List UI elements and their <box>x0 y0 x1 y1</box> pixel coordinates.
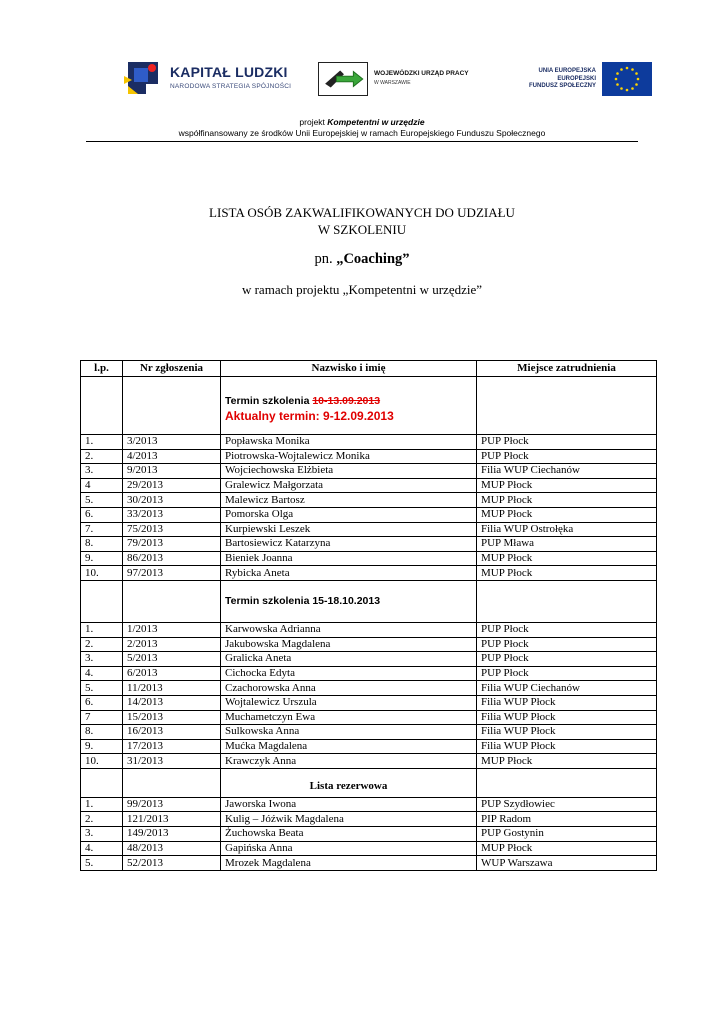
section1-term-cell <box>221 377 477 435</box>
cell-name: Muchametczyn Ewa <box>221 710 477 725</box>
cell-nr: 6/2013 <box>123 666 221 681</box>
section3-header-row <box>81 768 657 797</box>
cell-lp: 6. <box>81 695 123 710</box>
project-line <box>0 117 724 128</box>
cell-workplace: MUP Płock <box>477 551 657 566</box>
cell-lp: 3. <box>81 464 123 479</box>
wup-arrow-icon <box>318 62 368 96</box>
table-row <box>81 622 657 637</box>
cell-workplace: PUP Gostynin <box>477 827 657 842</box>
cell-workplace: PUP Płock <box>477 666 657 681</box>
table-row <box>81 449 657 464</box>
table-row <box>81 827 657 842</box>
cell-workplace: Filia WUP Płock <box>477 725 657 740</box>
cell-lp: 7. <box>81 522 123 537</box>
table-row <box>81 725 657 740</box>
header-divider <box>86 141 638 142</box>
cell-nr: 14/2013 <box>123 695 221 710</box>
kapital-ludzki-subtitle: NARODOWA STRATEGIA SPÓJNOŚCI <box>170 83 292 90</box>
cell-workplace: Filia WUP Płock <box>477 695 657 710</box>
section-cell <box>477 768 657 797</box>
cell-lp: 2. <box>81 449 123 464</box>
cell-lp: 3. <box>81 827 123 842</box>
cell-workplace: MUP Płock <box>477 566 657 581</box>
cell-nr: 17/2013 <box>123 739 221 754</box>
cell-nr: 4/2013 <box>123 449 221 464</box>
cell-workplace: MUP Płock <box>477 841 657 856</box>
cell-name: Jakubowska Magdalena <box>221 637 477 652</box>
project-name: Kompetentni w urzędzie <box>327 117 425 127</box>
section-cell <box>477 580 657 622</box>
cell-nr: 31/2013 <box>123 754 221 769</box>
section1-term-prefix: Termin szkolenia <box>225 394 313 407</box>
cell-name: Rybicka Aneta <box>221 566 477 581</box>
header-workplace: Miejsce zatrudnienia <box>477 361 657 377</box>
cell-name: Gralicka Aneta <box>221 652 477 667</box>
cell-workplace: PUP Płock <box>477 449 657 464</box>
cell-workplace: PUP Płock <box>477 637 657 652</box>
table-row <box>81 551 657 566</box>
cell-nr: 79/2013 <box>123 537 221 552</box>
cell-name: Piotrowska-Wojtalewicz Monika <box>221 449 477 464</box>
cell-lp: 9. <box>81 551 123 566</box>
table-row <box>81 566 657 581</box>
cell-workplace: PUP Mława <box>477 537 657 552</box>
cell-lp: 8. <box>81 725 123 740</box>
table-row <box>81 856 657 871</box>
table-row <box>81 507 657 522</box>
section3-header-cell <box>221 768 477 797</box>
cell-name: Pomorska Olga <box>221 507 477 522</box>
cell-name: Cichocka Edyta <box>221 666 477 681</box>
title-line2: W SZKOLENIU <box>317 222 407 237</box>
cell-workplace: MUP Płock <box>477 754 657 769</box>
cell-name: Jaworska Iwona <box>221 797 477 812</box>
header-logos <box>0 52 724 102</box>
table-row <box>81 754 657 769</box>
table-body <box>81 377 657 871</box>
wup-logo <box>318 62 498 96</box>
cell-workplace: Filia WUP Ostrołęka <box>477 522 657 537</box>
cell-nr: 149/2013 <box>123 827 221 842</box>
eu-line3: FUNDUSZ SPOŁECZNY <box>528 83 596 89</box>
cell-name: Żuchowska Beata <box>221 827 477 842</box>
table-row <box>81 812 657 827</box>
cell-nr: 11/2013 <box>123 681 221 696</box>
cell-nr: 29/2013 <box>123 478 221 493</box>
cell-name: Krawczyk Anna <box>221 754 477 769</box>
participants-table <box>80 360 657 871</box>
title-line1: LISTA OSÓB ZAKWALIFIKOWANYCH DO UDZIAŁU <box>209 205 515 220</box>
header-lp: l.p. <box>81 361 123 377</box>
table-row <box>81 841 657 856</box>
cell-name: Czachorowska Anna <box>221 681 477 696</box>
table-row <box>81 681 657 696</box>
header-name: Nazwisko i imię <box>221 361 477 377</box>
cell-lp: 2. <box>81 812 123 827</box>
table-row <box>81 637 657 652</box>
section-cell <box>123 580 221 622</box>
table-row <box>81 464 657 479</box>
cell-lp: 1. <box>81 435 123 450</box>
cell-nr: 3/2013 <box>123 435 221 450</box>
cell-workplace: PUP Szydłowiec <box>477 797 657 812</box>
table-row <box>81 522 657 537</box>
cell-name: Sulkowska Anna <box>221 725 477 740</box>
eu-line1: UNIA EUROPEJSKA <box>538 68 596 74</box>
eu-text <box>529 68 596 91</box>
table-row <box>81 666 657 681</box>
table-row <box>81 710 657 725</box>
cell-workplace: MUP Płock <box>477 493 657 508</box>
section2-term: Termin szkolenia 15-18.10.2013 <box>225 594 381 607</box>
cell-lp: 5. <box>81 493 123 508</box>
cell-nr: 5/2013 <box>123 652 221 667</box>
table-row <box>81 739 657 754</box>
cell-nr: 16/2013 <box>123 725 221 740</box>
cell-workplace: MUP Płock <box>477 507 657 522</box>
cell-lp: 2. <box>81 637 123 652</box>
cell-lp: 1. <box>81 622 123 637</box>
section2-header-row <box>81 580 657 622</box>
cell-workplace: Filia WUP Płock <box>477 710 657 725</box>
section1-header-row <box>81 377 657 435</box>
section-cell <box>81 580 123 622</box>
cell-lp: 7 <box>81 710 123 725</box>
eu-flag-icon <box>602 62 652 96</box>
cell-lp: 8. <box>81 537 123 552</box>
table-row <box>81 537 657 552</box>
table-row <box>81 797 657 812</box>
cell-workplace: PUP Płock <box>477 435 657 450</box>
cell-name: Mućka Magdalena <box>221 739 477 754</box>
header-nr: Nr zgłoszenia <box>123 361 221 377</box>
wup-subtitle: W WARSZAWIE <box>374 80 411 86</box>
cofinance-line: współfinansowany ze środków Unii Europejskiej w ramach Europejskiego Funduszu Społecznego <box>178 128 546 138</box>
table-row <box>81 478 657 493</box>
cell-workplace: Filia WUP Ciechanów <box>477 464 657 479</box>
table-row <box>81 695 657 710</box>
kapital-ludzki-emblem-icon <box>122 56 166 100</box>
document-title <box>0 204 724 238</box>
eu-logo <box>528 62 652 96</box>
reserve-list-label: Lista rezerwowa <box>309 780 388 793</box>
cell-workplace: Filia WUP Ciechanów <box>477 681 657 696</box>
cell-lp: 3. <box>81 652 123 667</box>
kapital-ludzki-title: KAPITAŁ LUDZKI <box>170 64 288 80</box>
eu-line2: EUROPEJSKI <box>557 75 596 82</box>
cell-workplace: PUP Płock <box>477 622 657 637</box>
cell-lp: 5. <box>81 856 123 871</box>
cell-lp: 4 <box>81 478 123 493</box>
section1-term-old: 10-13.09.2013 <box>312 394 381 407</box>
cell-nr: 99/2013 <box>123 797 221 812</box>
cell-name: Bartosiewicz Katarzyna <box>221 537 477 552</box>
cell-name: Wojtalewicz Urszula <box>221 695 477 710</box>
cell-lp: 1. <box>81 797 123 812</box>
cell-lp: 4. <box>81 666 123 681</box>
cell-lp: 4. <box>81 841 123 856</box>
cell-workplace: Filia WUP Płock <box>477 739 657 754</box>
cell-nr: 75/2013 <box>123 522 221 537</box>
cell-lp: 10. <box>81 566 123 581</box>
cell-workplace: PIP Radom <box>477 812 657 827</box>
cell-name: Gapińska Anna <box>221 841 477 856</box>
cell-name: Bieniek Joanna <box>221 551 477 566</box>
cell-name: Gralewicz Małgorzata <box>221 478 477 493</box>
table-row <box>81 652 657 667</box>
cell-nr: 48/2013 <box>123 841 221 856</box>
section-cell <box>123 377 221 435</box>
cell-nr: 1/2013 <box>123 622 221 637</box>
section-cell <box>81 377 123 435</box>
cell-lp: 10. <box>81 754 123 769</box>
cell-workplace: PUP Płock <box>477 652 657 667</box>
cell-workplace: WUP Warszawa <box>477 856 657 871</box>
cell-nr: 52/2013 <box>123 856 221 871</box>
cell-nr: 86/2013 <box>123 551 221 566</box>
cell-name: Karwowska Adrianna <box>221 622 477 637</box>
training-name <box>0 251 724 268</box>
cell-name: Kurpiewski Leszek <box>221 522 477 537</box>
table-row <box>81 435 657 450</box>
cell-lp: 6. <box>81 507 123 522</box>
cell-name: Malewicz Bartosz <box>221 493 477 508</box>
cell-name: Mrozek Magdalena <box>221 856 477 871</box>
cell-nr: 15/2013 <box>123 710 221 725</box>
cell-lp: 9. <box>81 739 123 754</box>
training-name-value: „Coaching” <box>336 251 410 267</box>
section2-header-cell <box>221 580 477 622</box>
cell-name: Popławska Monika <box>221 435 477 450</box>
project-prefix: projekt <box>299 117 328 127</box>
project-info <box>0 117 724 139</box>
cell-nr: 97/2013 <box>123 566 221 581</box>
cell-name: Wojciechowska Elżbieta <box>221 464 477 479</box>
section1-term-new: Aktualny termin: 9-12.09.2013 <box>225 408 394 423</box>
cell-nr: 121/2013 <box>123 812 221 827</box>
section-cell <box>81 768 123 797</box>
section-cell <box>123 768 221 797</box>
wup-title: WOJEWÓDZKI URZĄD PRACY <box>374 70 469 77</box>
cell-nr: 33/2013 <box>123 507 221 522</box>
cell-workplace: MUP Płock <box>477 478 657 493</box>
cell-nr: 2/2013 <box>123 637 221 652</box>
cell-nr: 30/2013 <box>123 493 221 508</box>
section-cell <box>477 377 657 435</box>
cell-name: Kulig – Jóźwik Magdalena <box>221 812 477 827</box>
table-row <box>81 493 657 508</box>
cell-lp: 5. <box>81 681 123 696</box>
kapital-ludzki-logo <box>122 56 292 100</box>
training-name-prefix: pn. <box>314 251 337 267</box>
table-header-row <box>81 361 657 377</box>
project-reference: w ramach projektu „Kompetentni w urzędzie” <box>241 282 483 297</box>
cell-nr: 9/2013 <box>123 464 221 479</box>
